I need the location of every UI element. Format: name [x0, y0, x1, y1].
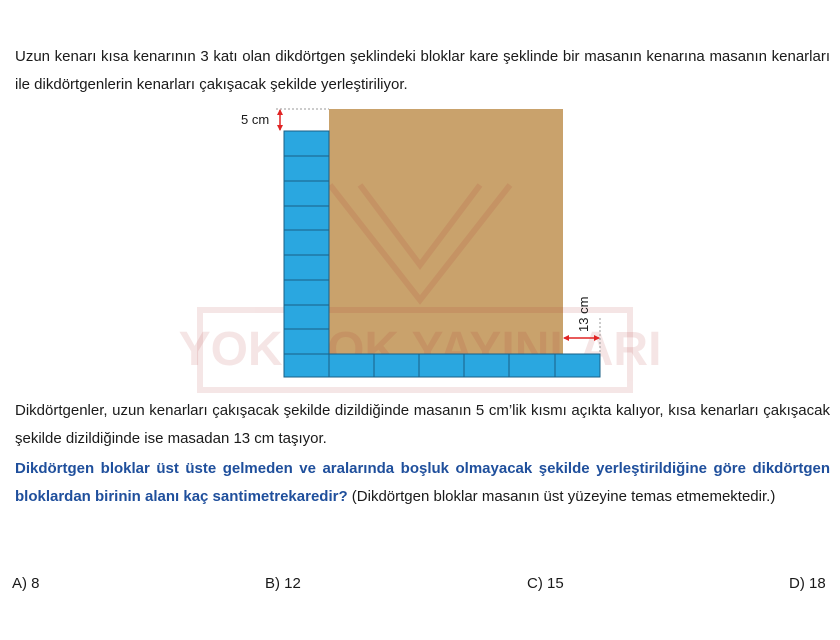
label-13cm: 13 cm — [576, 296, 591, 332]
option-d[interactable]: D) 18 — [789, 575, 826, 592]
condition-text: Dikdörtgenler, uzun kenarları çakışacak şekilde dizildiğinde masanın 5 cm’lik kısmı açıkta kalıyor, kısa kenarları çakışacak şekilde dizildiğinde ise masadan 13 cm taşıyor. — [15, 402, 830, 447]
intro-text: Uzun kenarı kısa kenarının 3 katı olan dikdörtgen şeklindeki bloklar kare şeklinde bir masanın kenarına masanın kenarları ile dikdörtgenlerin kenarları çakışacak şekilde yerleştiriliyor. — [15, 48, 830, 93]
left-block-dividers — [284, 156, 329, 329]
question-bold: Dikdörtgen bloklar üst üste gelmeden ve aralarında boşluk olmayacak şekilde yerleştirildiğine göre dikdörtgen bloklardan birinin alanı kaç santimetrekaredir? — [15, 460, 830, 505]
question-text — [15, 455, 830, 511]
label-5cm: 5 cm — [241, 112, 270, 127]
left-block-column — [284, 131, 329, 354]
option-a[interactable]: A) 8 — [12, 575, 40, 592]
bottom-block-dividers — [329, 354, 555, 377]
watermark-logo — [200, 185, 630, 390]
option-c[interactable]: C) 15 — [527, 575, 564, 592]
option-b[interactable]: B) 12 — [265, 575, 301, 592]
watermark-text: YOK YOK YAYINLARI — [178, 323, 662, 376]
square-table — [329, 109, 563, 354]
question-note: (Dikdörtgen bloklar masanın üst yüzeyine temas etmemektedir.) — [347, 488, 776, 505]
bottom-block-row — [284, 354, 600, 377]
